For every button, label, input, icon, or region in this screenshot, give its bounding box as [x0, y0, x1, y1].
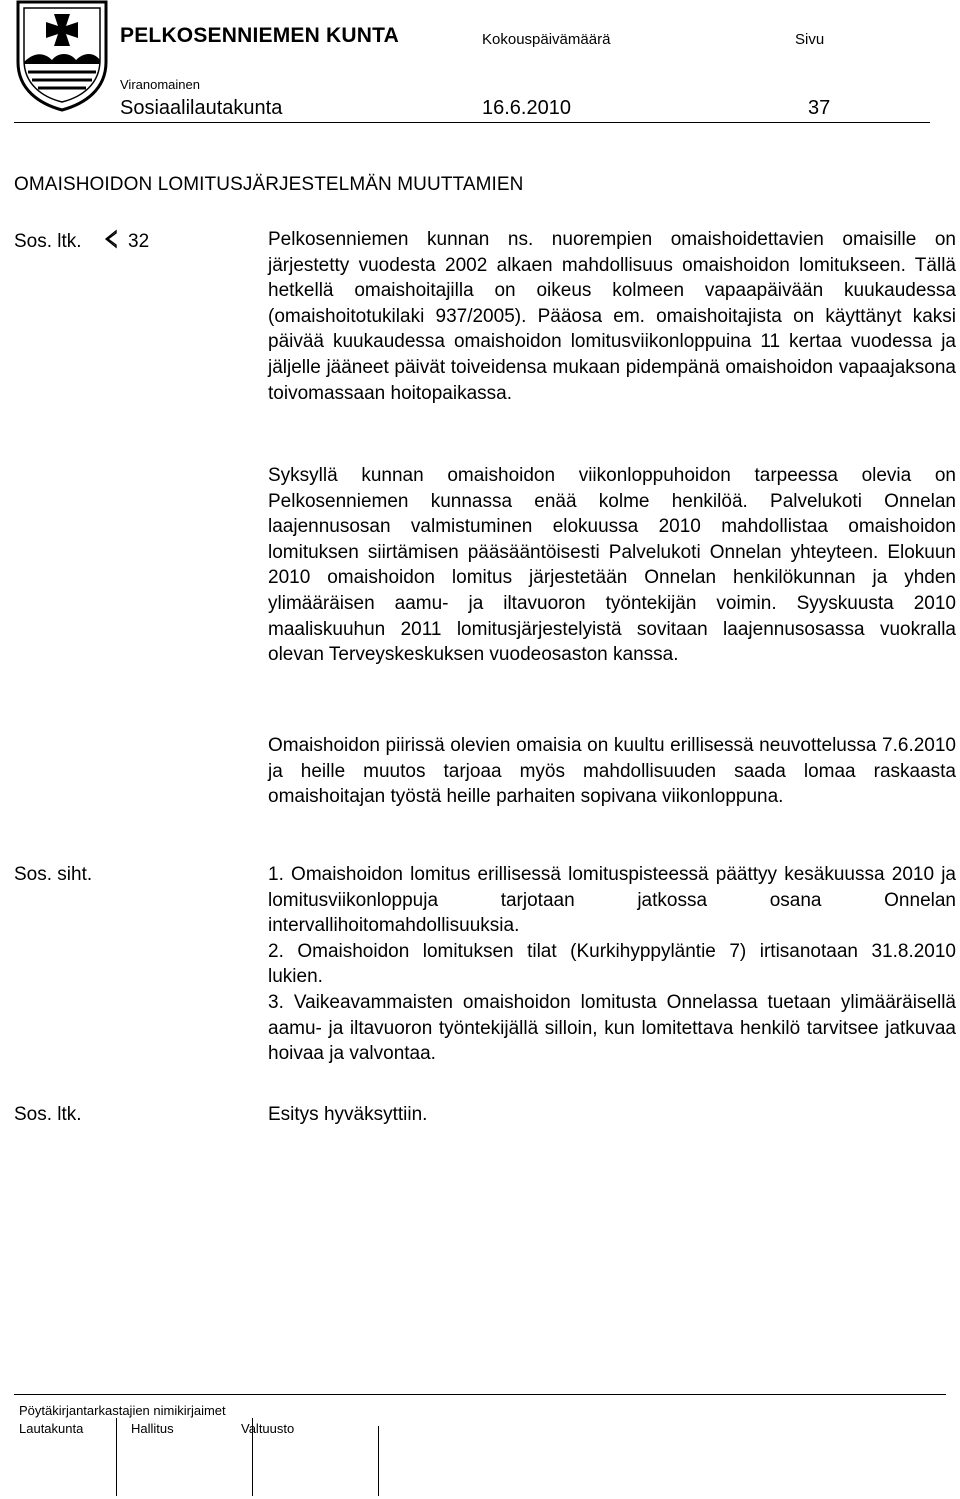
paragraph-1: Pelkosenniemen kunnan ns. nuorempien omaishoidettavien omaisille on järjestetty vuodesta 2002 alkaen mahdollisuus omaishoidon lomitukseen. Tällä hetkellä omaishoitajilla on oikeus kolmeen vapaapäivään kuukaudessa (omaishoitotukilaki 937/2005). Pääosa em. omaishoitajista on käyttänyt kaksi päivää kuukaudessa omaishoidon lomitusviikonloppuina 11 kertaa vuodessa ja jäljelle jääneet päivät toiveidensa mukaan pidempänä omaishoidon vapaajaksona toivomassaan hoitopaikassa. — [268, 229, 956, 404]
footer-body-lautakunta: Lautakunta — [19, 1421, 84, 1436]
footer-body-hallitus: Hallitus — [131, 1421, 174, 1436]
document-title: OMAISHOIDON LOMITUSJÄRJESTELMÄN MUUTTAMIEN — [14, 174, 524, 195]
meeting-date: 16.6.2010 — [482, 97, 571, 119]
section-ref-label: Sos. ltk. — [14, 231, 82, 252]
signature-box-divider — [252, 1418, 253, 1496]
proposal-item: 3. Vaikeavammaisten omaishoidon lomitusta Onnelassa tuetaan ylimääräisellä aamu- ja iltavuoron työntekijällä silloin, kun lomitettava henkilö tarvitsee jatkuvaa hoivaa ja valvontaa. — [268, 991, 956, 1065]
decision-label: Sos. ltk. — [14, 1104, 82, 1125]
proposal-list — [268, 862, 956, 1067]
proposal-item: 1. Omaishoidon lomitus erillisessä lomituspisteessä päättyy kesäkuussa 2010 ja lomitusviikonloppuja tarjotaan jatkossa osana Onnelan intervallihoitomahdollisuuksia. — [268, 864, 956, 937]
signatures-label: Pöytäkirjantarkastajien nimikirjaimet — [19, 1403, 226, 1418]
header-divider — [14, 122, 930, 123]
signature-box-divider — [116, 1418, 117, 1496]
section-ref-number: 32 — [128, 231, 150, 252]
page-number: 37 — [808, 97, 831, 119]
authority-label: Viranomainen — [120, 77, 200, 92]
footer-body-valtuusto: Valtuusto — [241, 1421, 295, 1436]
signature-box-divider — [378, 1426, 379, 1496]
organization-name: PELKOSENNIEMEN KUNTA — [120, 24, 399, 47]
meeting-date-label: Kokouspäivämäärä — [482, 31, 611, 48]
page-label: Sivu — [795, 31, 825, 48]
decision-text: Esitys hyväksyttiin. — [268, 1104, 428, 1125]
paragraph-3: Omaishoidon piirissä olevien omaisia on kuultu erillisessä neuvottelussa 7.6.2010 ja heille muutos tarjoaa myös mahdollisuuden saada lomaa raskaasta omaishoitajan työstä heille parhaiten sopivana viikonloppuna. — [268, 735, 956, 808]
section-sign-icon — [104, 229, 118, 247]
municipal-crest-icon — [14, 0, 110, 112]
footer-divider — [14, 1394, 946, 1395]
paragraph-2: Syksyllä kunnan omaishoidon viikonloppuhoidon tarpeessa olevia on Pelkosenniemen kunnassa enää kolme henkilöä. Palvelukoti Onnelan laajennusosan valmistuminen elokuussa 2010 mahdollistaa omaishoidon lomituksen siirtämisen pääsääntöisesti Palvelukoti Onnelan yhteyteen. Elokuun 2010 omaishoidon lomitus järjestetään Onnelan henkilökunnan ja yhden ylimääräisen aamu- ja iltavuoron työntekijän voimin. Syyskuusta 2010 maaliskuuhun 2011 lomitusjärjestelyistä sovitaan laajennusosassa vuokralla olevan Terveyskeskuksen vuodeosaston kanssa. — [268, 465, 956, 666]
authority-name: Sosiaalilautakunta — [120, 97, 283, 119]
proposal-item: 2. Omaishoidon lomituksen tilat (Kurkihyppyläntie 7) irtisanotaan 31.8.2010 lukien. — [268, 940, 956, 988]
proposal-label: Sos. siht. — [14, 864, 93, 885]
